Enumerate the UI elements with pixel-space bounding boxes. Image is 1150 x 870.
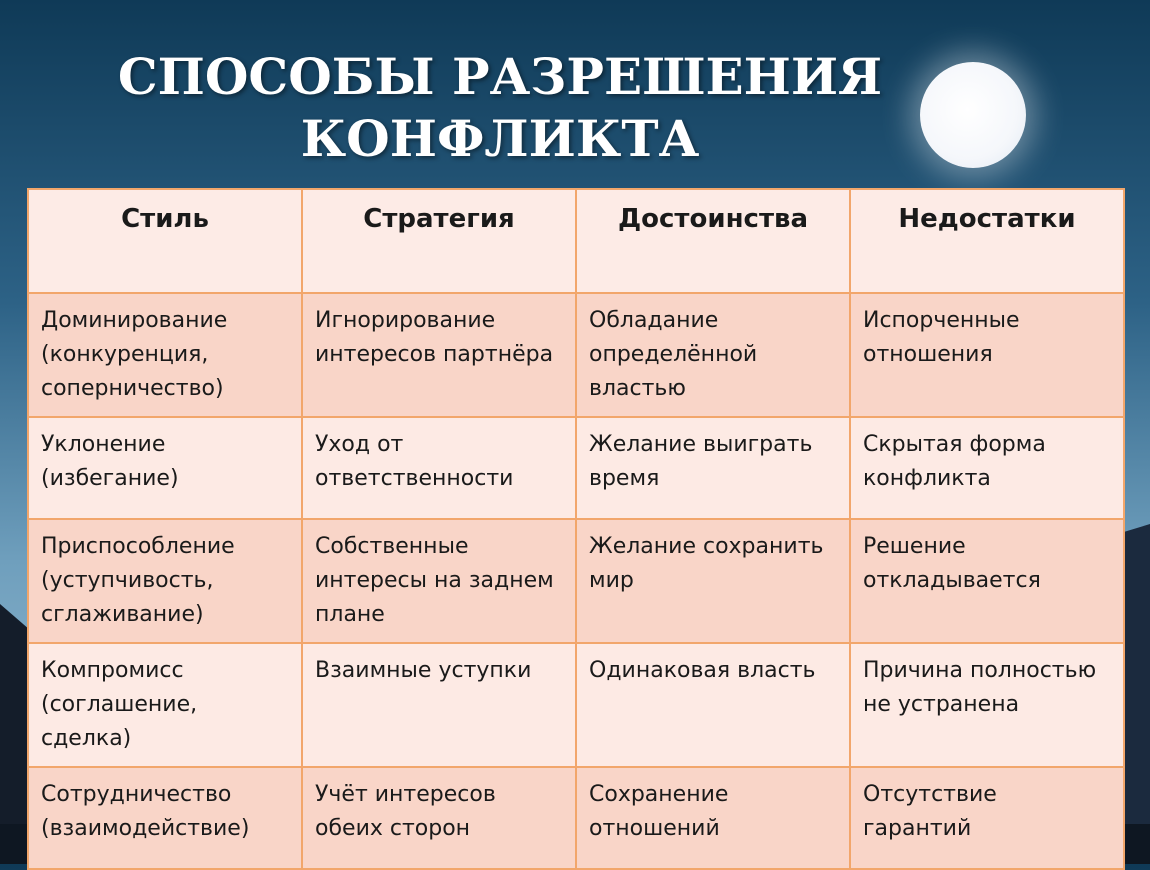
table-cell: Желание сохранить мир bbox=[576, 519, 850, 643]
table-cell: Собственные интересы на заднем плане bbox=[302, 519, 576, 643]
table-row bbox=[28, 767, 1124, 869]
table-cell: Отсутствие гарантий bbox=[850, 767, 1124, 869]
header-advantages: Достоинства bbox=[576, 189, 850, 293]
table-cell: Уход от ответственности bbox=[302, 417, 576, 519]
slide-title bbox=[0, 46, 1000, 170]
slide-title-line2: КОНФЛИКТА bbox=[300, 109, 700, 168]
table-cell: Причина полностью не устранена bbox=[850, 643, 1124, 767]
table-cell: Желание выиграть время bbox=[576, 417, 850, 519]
header-style: Стиль bbox=[28, 189, 302, 293]
table-row bbox=[28, 519, 1124, 643]
table-cell: Игнорирование интересов партнёра bbox=[302, 293, 576, 417]
table-row bbox=[28, 293, 1124, 417]
table-row bbox=[28, 643, 1124, 767]
table-cell: Сохранение отношений bbox=[576, 767, 850, 869]
header-strategy: Стратегия bbox=[302, 189, 576, 293]
table-cell: Одинаковая власть bbox=[576, 643, 850, 767]
table-cell: Доминирование (конкуренция, соперничество) bbox=[28, 293, 302, 417]
table-cell: Учёт интересов обеих сторон bbox=[302, 767, 576, 869]
table-cell: Взаимные уступки bbox=[302, 643, 576, 767]
table-row bbox=[28, 417, 1124, 519]
table-cell: Уклонение (избегание) bbox=[28, 417, 302, 519]
table-cell: Компромисс (соглашение, сделка) bbox=[28, 643, 302, 767]
conflict-table bbox=[27, 188, 1125, 870]
header-disadvantages: Недостатки bbox=[850, 189, 1124, 293]
table-cell: Приспособление (уступчивость, сглаживание) bbox=[28, 519, 302, 643]
table-cell: Сотрудничество (взаимодействие) bbox=[28, 767, 302, 869]
table-cell: Испорченные отношения bbox=[850, 293, 1124, 417]
table-header-row bbox=[28, 189, 1124, 293]
table-cell: Решение откладывается bbox=[850, 519, 1124, 643]
slide-title-line1: СПОСОБЫ РАЗРЕШЕНИЯ bbox=[117, 47, 883, 106]
table-cell: Обладание определённой властью bbox=[576, 293, 850, 417]
table-cell: Скрытая форма конфликта bbox=[850, 417, 1124, 519]
